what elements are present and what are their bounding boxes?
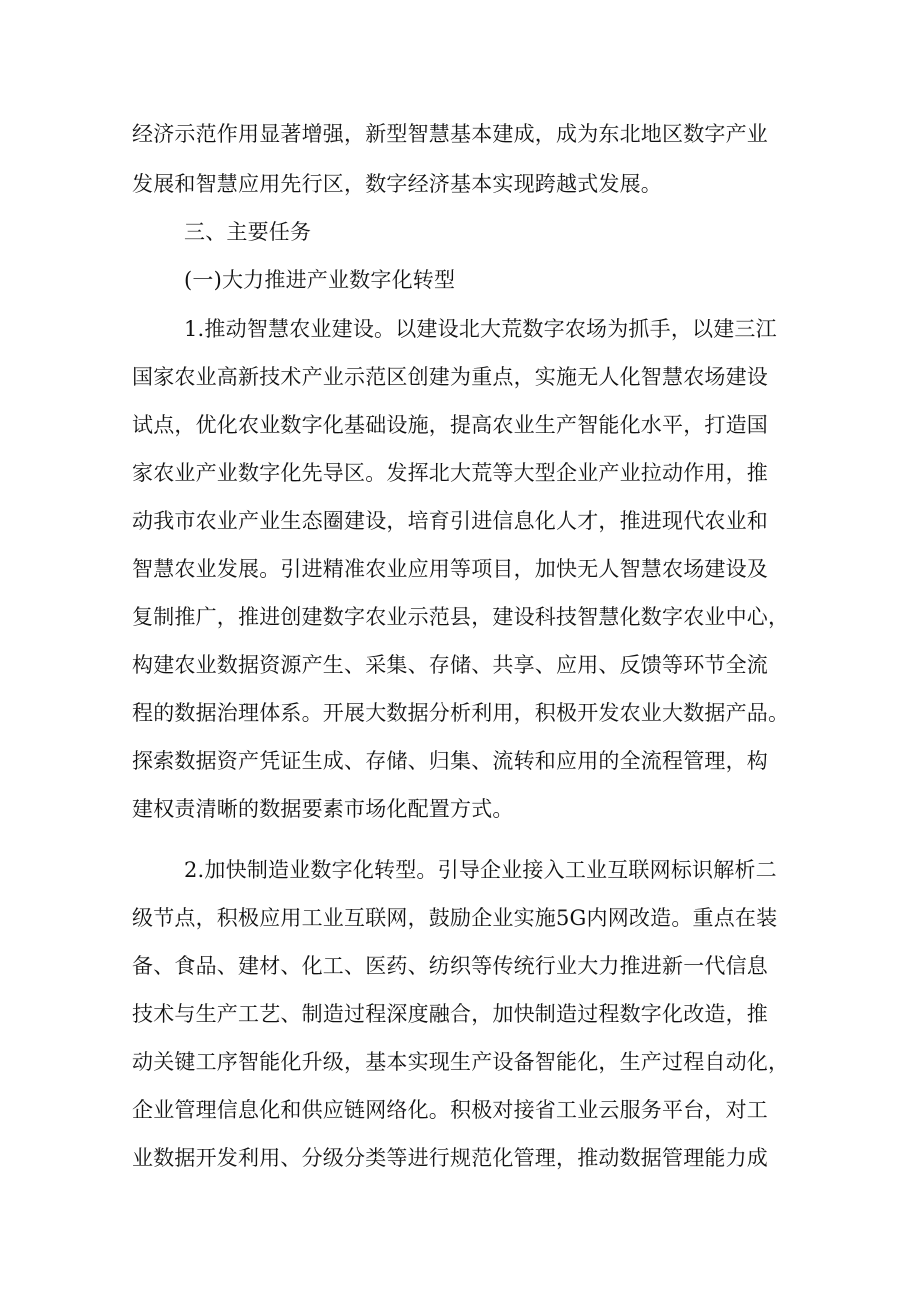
paragraph-line: 备、食品、建材、化工、医药、纺织等传统行业大力推进新一代信息 bbox=[132, 954, 768, 978]
section-heading: 三、主要任务 bbox=[184, 220, 312, 244]
paragraph-line: 家农业产业数字化先导区。发挥北大荒等大型企业产业拉动作用，推 bbox=[132, 461, 768, 485]
paragraph-line: 试点，优化农业数字化基础设施，提高农业生产智能化水平，打造国 bbox=[132, 413, 768, 437]
paragraph-line: 动我市农业产业生态圈建设，培育引进信息化人才，推进现代农业和 bbox=[132, 509, 768, 533]
paragraph-line: 智慧农业发展。引进精准农业应用等项目，加快无人智慧农场建设及 bbox=[132, 557, 768, 581]
paragraph-line: 探索数据资产凭证生成、存储、归集、流转和应用的全流程管理，构 bbox=[132, 749, 768, 773]
paragraph-line: 2.加快制造业数字化转型。引导企业接入工业互联网标识解析二 bbox=[184, 858, 777, 882]
paragraph-line: 动关键工序智能化升级，基本实现生产设备智能化，生产过程自动化， bbox=[132, 1050, 790, 1074]
paragraph-line: 技术与生产工艺、制造过程深度融合，加快制造过程数字化改造，推 bbox=[132, 1002, 768, 1026]
paragraph-line: 级节点，积极应用工业互联网，鼓励企业实施5G内网改造。重点在装 bbox=[132, 906, 778, 930]
paragraph-line: 构建农业数据资源产生、采集、存储、共享、应用、反馈等环节全流 bbox=[132, 653, 768, 677]
text-line: 发展和智慧应用先行区，数字经济基本实现跨越式发展。 bbox=[132, 172, 662, 196]
subsection-heading: (一)大力推进产业数字化转型 bbox=[184, 268, 456, 292]
paragraph-line: 程的数据治理体系。开展大数据分析利用，积极开发农业大数据产品。 bbox=[132, 701, 790, 725]
paragraph-line: 复制推广，推进创建数字农业示范县，建设科技智慧化数字农业中心， bbox=[132, 605, 790, 629]
paragraph-line: 业数据开发利用、分级分类等进行规范化管理，推动数据管理能力成 bbox=[132, 1146, 768, 1170]
paragraph-line: 1.推动智慧农业建设。以建设北大荒数字农场为抓手，以建三江 bbox=[184, 317, 777, 341]
paragraph-line: 国家农业高新技术产业示范区创建为重点，实施无人化智慧农场建设 bbox=[132, 365, 768, 389]
text-line: 经济示范作用显著增强，新型智慧基本建成，成为东北地区数字产业 bbox=[132, 122, 768, 146]
paragraph-line: 建权责清晰的数据要素市场化配置方式。 bbox=[132, 797, 514, 821]
paragraph-line: 企业管理信息化和供应链网络化。积极对接省工业云服务平台，对工 bbox=[132, 1098, 768, 1122]
